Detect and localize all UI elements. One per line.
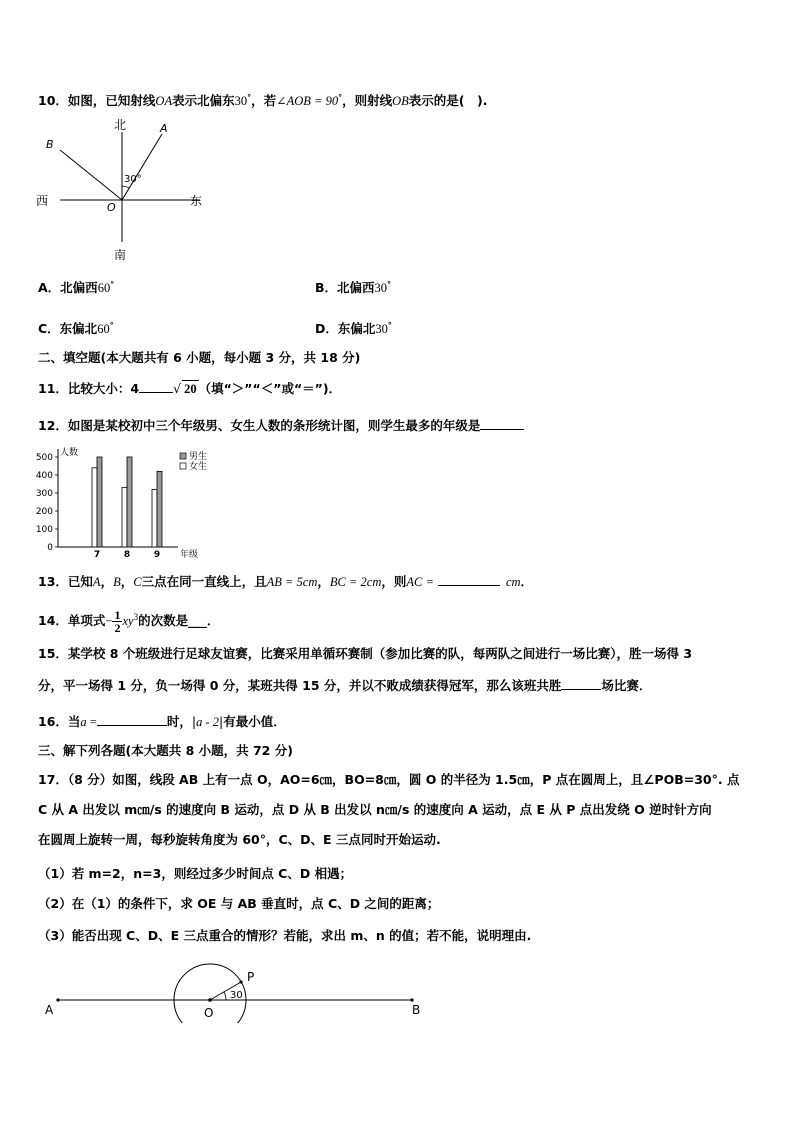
x-tick-label: 8 (123, 550, 131, 560)
y-tick-label: 100 (35, 525, 53, 535)
q10-deg30: 30 (234, 94, 248, 109)
q10-text-b: 表示北偏东 (172, 93, 235, 109)
option-a-label: A．北偏西 (38, 280, 98, 296)
x-axis-label: 年级 (180, 550, 199, 560)
q10-text-d: ，则射线 (342, 93, 393, 109)
q15-text-1: 某学校 8 个班级进行足球友谊赛，比赛采用单循环赛制（参加比赛的队，每两队之间进行一场比赛），胜一场得 3 (67, 646, 693, 661)
ray-oa (122, 134, 162, 200)
q16-a: a (80, 715, 87, 729)
q10-text-a: 如图，已知射线 (67, 93, 156, 109)
q14-exp: 3 (133, 612, 139, 622)
legend-swatch (180, 453, 186, 459)
q10-option-c: C．东偏北60° (38, 321, 114, 337)
option-c-label: C．东偏北 (38, 321, 98, 337)
q10-angle: ∠AOB = 90 (276, 94, 339, 109)
q10-text-c: ，若 (251, 93, 277, 109)
bar (127, 457, 132, 547)
label-b: B (46, 138, 54, 151)
q13-comma-2: ， (120, 574, 134, 589)
q13-ab: AB = 5cm (266, 575, 318, 589)
bar-chart (30, 445, 230, 563)
q10-text-e: 表示的是( ). (408, 93, 488, 109)
q15-text-2a: 分，平一场得 1 分，负一场得 0 分，某班共得 15 分，并以不败成绩获得冠军，那么该班共胜 (38, 678, 562, 693)
q14-text-a: 单项式 (67, 613, 106, 629)
ray-ob (60, 150, 122, 200)
point-a (56, 998, 59, 1001)
y-tick-label: 300 (35, 489, 53, 499)
q11-text-a: 比较大小：4 (67, 381, 140, 396)
q17-line1: 17．（8 分）如图，线段 AB 上有一点 O，AO=6㎝，BO=8㎝，圆 O 的半径为 1.5㎝，P 点在圆周上，且∠POB=30°. 点 (38, 772, 740, 787)
q11: 11．比较大小：4 √ 20 （填“＞”“＜”或“＝”)． (38, 381, 342, 396)
q13 (38, 573, 533, 590)
y-tick-label: 500 (35, 453, 53, 463)
legend-swatch (180, 463, 186, 469)
option-d-val: 30 (375, 322, 388, 337)
q11-text-b: （填“＞”“＜”或“＝”)． (198, 381, 342, 396)
q16-abs: a - 2 (196, 715, 220, 729)
q15-blank (561, 677, 601, 690)
angle-arc-30 (224, 992, 226, 1000)
q16-text-c: 有最小值． (223, 714, 286, 729)
label-a: A (160, 122, 168, 135)
compass-figure (30, 112, 220, 264)
q13-comma-3: ， (317, 574, 330, 589)
bar (92, 468, 97, 547)
label-south: 南 (114, 248, 127, 262)
q16: 16．当a = 时，|a - 2|有最小值． (38, 714, 286, 729)
q11-number: 11． (38, 381, 68, 396)
label-a: A (45, 1003, 54, 1017)
y-tick-label: 200 (35, 507, 53, 517)
q17-sub3: （3）能否出现 C、D、E 三点重合的情形？若能，求出 m、n 的值；若不能，说明理由. (38, 928, 532, 943)
label-east: 东 (190, 194, 203, 208)
bar (97, 457, 102, 547)
label-30: 30 (230, 990, 243, 1001)
section-2-heading: 二、填空题(本大题共有 6 小题，每小题 3 分，共 18 分) (38, 350, 361, 365)
label-angle-30: 30° (124, 174, 142, 185)
q13-text-c: ，则 (381, 574, 407, 589)
q17-line3: 在圆周上旋转一周，每秒旋转角度为 60°，C、D、E 三点同时开始运动. (38, 832, 441, 847)
q16-eq: = (86, 715, 97, 729)
q17-sub1: （1）若 m=2，n=3，则经过多少时间点 C、D 相遇； (38, 866, 353, 881)
q13-bc: BC = 2cm (329, 575, 382, 589)
legend-label: 女生 (189, 462, 208, 472)
q13-text-a: 已知 (67, 574, 93, 589)
y-tick-label: 400 (35, 471, 53, 481)
label-west: 西 (36, 194, 49, 208)
q10-number: 10． (38, 93, 68, 109)
q15-line1 (38, 646, 692, 662)
q10-ob: OB (392, 94, 409, 109)
q12-number: 12． (38, 418, 68, 433)
bar (157, 471, 162, 547)
q13-b: B (113, 575, 121, 589)
q13-cm: cm (505, 575, 521, 589)
q13-c: C (133, 575, 142, 589)
q16-blank (97, 713, 167, 726)
point-b (410, 998, 413, 1001)
q15-number: 15． (38, 646, 68, 661)
q15-text-2b: 场比赛． (601, 678, 652, 693)
label-b: B (412, 1003, 421, 1017)
section-3-heading: 三、解下列各题(本大题共 8 小题，共 72 分) (38, 743, 293, 758)
q17-sub2: （2）在（1）的条件下，求 OE 与 AB 垂直时，点 C、D 之间的距离； (38, 896, 440, 911)
option-d-label: D．东偏北 (315, 321, 376, 337)
legend-label: 男生 (189, 452, 208, 462)
q10-option-a: A．北偏西60° (38, 280, 115, 296)
angle-arc (122, 186, 129, 188)
label-p: P (247, 970, 255, 984)
q13-a: A (92, 575, 101, 589)
option-b-label: B．北偏西 (315, 280, 375, 296)
label-north: 北 (114, 118, 127, 132)
y-axis-label: 人数 (60, 448, 79, 458)
q11-blank (139, 380, 173, 393)
q10-stem: 10．如图，已知射线OA表示北偏东30°，若∠AOB = 90°，则射线OB表示的是( ). (38, 93, 488, 109)
q12-text: 如图是某校初中三个年级男、女生人数的条形统计图，则学生最多的年级是 (67, 418, 481, 433)
x-tick-label: 7 (93, 550, 101, 560)
q11-sqrt-val: 20 (184, 382, 197, 396)
q10-oa: OA (155, 94, 173, 109)
bar (152, 489, 157, 547)
q16-text-b: 时， (166, 714, 192, 729)
q15-line2 (38, 677, 651, 694)
q13-ac: AC = (406, 575, 434, 589)
q13-text-b: 三点在同一直线上，且 (141, 574, 267, 589)
q10-option-d: D．东偏北30° (315, 321, 392, 337)
label-o: O (204, 1006, 214, 1020)
option-a-val: 60 (97, 281, 111, 296)
option-b-val: 30 (374, 281, 388, 296)
q14-minus: − (105, 614, 113, 629)
q13-blank (438, 573, 500, 586)
q17-line2: C 从 A 出发以 m㎝/s 的速度向 B 运动，点 D 从 B 出发以 n㎝/s 的速度向 A 运动，点 E 从 P 点出发绕 O 逆时针方向 (38, 802, 712, 817)
circle-figure (40, 958, 440, 1023)
bar (122, 488, 127, 547)
q12 (38, 417, 524, 434)
q16-number: 16． (38, 714, 68, 729)
x-tick-label: 9 (153, 550, 161, 560)
label-o: O (107, 201, 116, 214)
q16-text-a: 当 (67, 714, 81, 729)
q13-comma-1: ， (100, 574, 114, 589)
q14-frac-num: 1 (114, 608, 121, 623)
point-p (239, 980, 242, 983)
q14 (38, 600, 219, 638)
q10-option-b: B．北偏西30° (315, 280, 392, 296)
q14-frac-den: 2 (114, 621, 121, 636)
q14-xy: xy (122, 614, 134, 629)
option-c-val: 60 (97, 322, 110, 337)
q13-end: ． (520, 574, 534, 589)
q13-number: 13． (38, 574, 68, 589)
q14-fraction (112, 609, 122, 634)
y-tick-label: 0 (47, 543, 53, 553)
q14-text-b: 的次数是___． (138, 613, 220, 629)
q12-blank (480, 417, 524, 430)
q14-number: 14． (38, 613, 68, 629)
